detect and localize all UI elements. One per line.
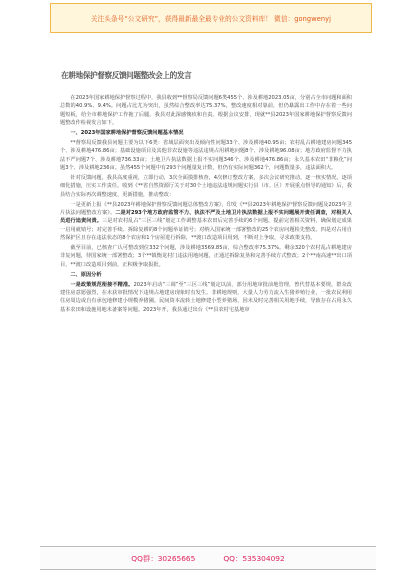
intro-paragraph: 在2023年国家耕地保护督察过程中，我县收到**督察局反馈问题6类455个、涉及耕地2023.05亩，分别占全市问题和面积总数的40.9%、9.4%。问题占比尤为突出，虽然综合整改率达75.37%，整改速度相对靠前，但仍暴露出工作中存在着一些问题短板，给全市耕地保护工作拖了后腿。我县对此深感愧疚和自责。根据会议安排，现就**县2023年国家耕地保护督察反馈问题整改作检视发言如下。 [60, 95, 352, 126]
section-heading-1: 一、2023年国家耕地保护督察反馈问题基本情况 [70, 129, 184, 136]
cause-paragraph [60, 281, 352, 314]
promo-banner [50, 3, 372, 33]
qq-group: QQ群：30265665 [131, 553, 196, 563]
cause-text: 2023年启动“三调”至“三区三线”划定以前，部分用地审批前地管理，曾代替基本要规。群众改建住房意愿强烈，在未获审批情况下违规占地建房现象时有发生。非耕地规则，大量人力劳力流入生猪养殖行业，一批农民利用住房周边或自有承包地修建小规模养猪圃。民间资本流转土地修建小型养猪场，因未及时完善相关用地手续，导致存在占用永久基本农田和设施用地未备案等问题。2023年开，我县通过出台《**县农村宅基地审 [60, 281, 352, 313]
cause-lead: 一是政策规范衔接不精准。 [70, 281, 134, 288]
promo-banner-text: 关注头条号“公文研究”，获得最新最全最专业的公文资料库！ 微信：gongwenyj [90, 15, 332, 23]
document-body [60, 94, 352, 540]
contact-footer [40, 546, 376, 570]
measure-3: 三是对农村乱占“三区三线”划定工作调整基本农田后完善手续的6个问题，提前完善相关资料，确保划定成果一启用就销号；对完善手续、拆除复耕的8个问题举证销号；对纳入国家统一部署整改的25个农房问题检先整改。四是对占用自然保护区且存在违法状态的8个农房和1个房屋进行拆除，**渡口改造项目用到，不断对上争取，寻求政策支持。 [60, 218, 352, 241]
response-paragraph: 针对反馈问题，我县高度重视，立即行动，3次全面摸排核查，4次修订整改方案，多次会议研究推动，逐一核实情况，逐项细化措施，压实工作责任。收到《**省自然资源厅关于对30个土地违法违规问题实行县（市、区）开展重点督导的通知》后，我县结合实际再次调整速度，更新措施，推动整改： [60, 175, 352, 198]
measure-1: 一是更新上报《**县2023年耕地保护督察反馈问题总体整改方案》，印发《**县2023年耕地保护督察反馈问题及2023年卫片执法问题整改方案》。 [60, 201, 352, 217]
section-heading-2: 二、原因分析 [70, 271, 102, 278]
measures-paragraph [60, 201, 352, 242]
qq-contact: QQ：535304092 [223, 553, 285, 563]
measure-2: 二是对293个地方政府监管不力、执法不严及土地卫片执法数据上报不实问题展开责任调查，对相关人员进行追责问责。 [60, 210, 352, 225]
progress-paragraph: 截至目前，已核查广认可整改到位332个问题，涉及耕地3569.85亩，综合整改率75.37%。剩余320个农村乱占耕地建房非复问题，待国家统一部署整改；3个**镇衡龙村门违法用地问题，正通过拆除复垦和完善手续方式整改；2个**南高速**出口项目、**渡口改造项目到前，正积极争取报批。 [60, 245, 352, 268]
page-title: 在耕地保护督察反馈问题整改会上的发言 [61, 70, 192, 80]
issues-paragraph: **督察局反馈我县问题主要为以下6类：省域层面突出及倾向性问题33个、涉及耕地40.95亩；农村乱占耕地建房问题345个、涉及耕地476.86亩；基础设施项目及其他非农设施等违法违规占用耕地问题8个、涉及耕地96.08亩；地方政府监督不力执法不严问题7个、涉及耕地736.33亩；土地卫片执法数据上报不实问题346个、涉及耕地476.86亩；永久基本农田“非粮化”问题3个、涉及耕地236亩。虽然455个问题中有293个问题量复计数，但仍有实际问题362个，问题数量多，违法面积大。 [60, 140, 352, 171]
